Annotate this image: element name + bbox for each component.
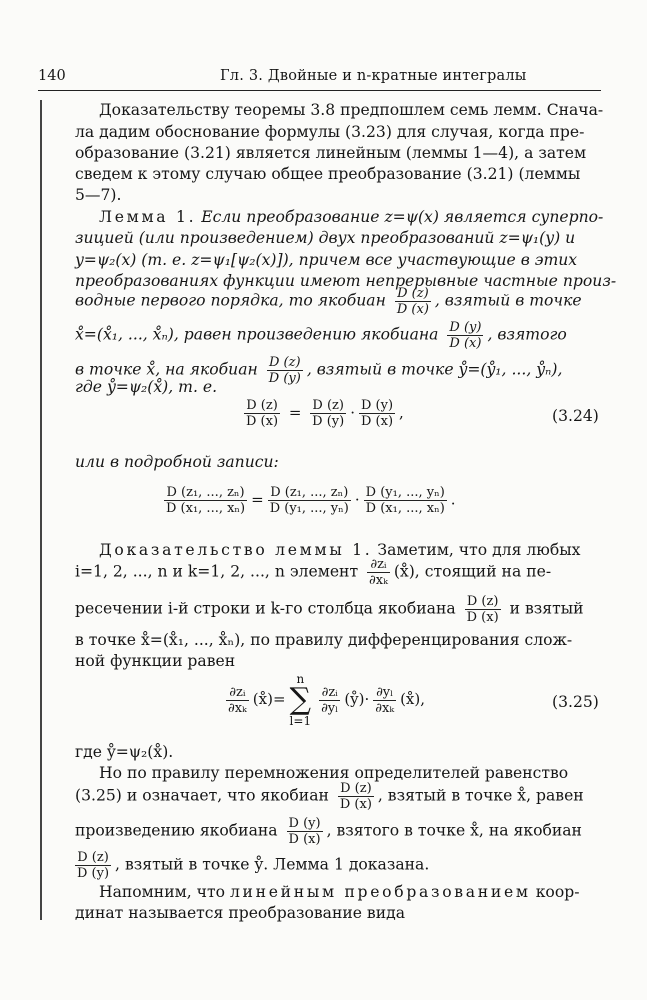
proof-line-8: произведению якобиана $\frac{D (y)}{D (x)}$ , взятого в точке x̊, на якобиан bbox=[75, 816, 582, 847]
last-line-1: Напомним, что линейным преобразованием коор- bbox=[99, 883, 580, 901]
proof-line-1: Доказательство леммы 1. Заметим, что для любых bbox=[99, 541, 581, 559]
lemma1-text-7a: в точке x̊, на якобиан bbox=[75, 360, 258, 379]
frac-dz-dx: $\frac{D (z)}{D (x)}$ bbox=[396, 286, 429, 317]
proof-line-3: ресечении i-й строки и k-го столбца якобиана $\frac{D (z)}{D (x)}$ и взятый bbox=[75, 594, 584, 625]
or-detail-line: или в подробной записи: bbox=[75, 453, 279, 471]
frac-dy-dx: $\frac{D (y)}{D (x)}$ bbox=[449, 320, 482, 351]
lemma1-text-1: Если преобразование z=ψ(x) является суперпо- bbox=[201, 208, 604, 226]
p1-line-5: 5—7). bbox=[75, 186, 122, 204]
frac-dz-dy: $\frac{D (z)}{D (y)}$ bbox=[268, 355, 301, 386]
proof-label: Доказательство леммы 1. bbox=[99, 541, 373, 559]
eq-tag-3-24: (3.24) bbox=[552, 407, 599, 425]
eq-tag-3-25: (3.25) bbox=[552, 693, 599, 711]
lemma1-line-6 bbox=[75, 320, 567, 351]
lemma1-text-7b: , взятый в точке ẙ=(ẙ₁, ..., ẙₙ), bbox=[306, 360, 563, 379]
term-linear-transformation: линейным преобразованием bbox=[229, 883, 531, 901]
p1-line-3: образование (3.21) является линейным (леммы 1—4), а затем bbox=[75, 144, 587, 162]
scan-margin-line bbox=[40, 100, 42, 920]
proof-line-5: ной функции равен bbox=[75, 652, 236, 670]
lemma1-text-5b: , взятый в точке bbox=[434, 291, 582, 310]
lemma1-label: Лемма 1. bbox=[99, 208, 197, 226]
p1-line-1: Доказательству теоремы 3.8 предпошлем семь лемм. Снача- bbox=[99, 101, 604, 119]
header-rule bbox=[38, 90, 601, 91]
lemma1-line-2: зицией (или произведением) двух преобразований z=ψ₁(y) и bbox=[75, 229, 576, 247]
lemma1-text-6a: x̊=(x̊₁, ..., x̊ₙ), равен произведению якобиана bbox=[75, 325, 439, 344]
proof-where: где ẙ=ψ₂(x̊). bbox=[75, 743, 174, 761]
equation-expanded: $\frac{\text{D (z₁, ..., zₙ)}}{\text{D (x₁, ..., xₙ)}}$ = $\frac{\text{D (z₁, ..., zₙ)}}{\text{D (y₁, ..., yₙ)}}$ · $\frac{\text{D (y₁, ..., yₙ)}}{\text{D (x₁, ..., xₙ)}}$ . bbox=[166, 485, 456, 516]
proof-line-6: Но по правилу перемножения определителей равенство bbox=[99, 764, 569, 782]
lemma1-line-4: преобразованиях функции имеют непрерывные частные произ- bbox=[75, 272, 617, 290]
equation-3-24: $\frac{D (z)}{D (x)}$ = $\frac{D (z)}{D (y)}$ · $\frac{D (y)}{D (x)}$ , bbox=[246, 398, 404, 429]
lemma1-text-6b: , взятого bbox=[487, 325, 567, 344]
lemma1-line-1 bbox=[99, 207, 603, 227]
p1-line-2: ла дадим обоснование формулы (3.23) для случая, когда пре- bbox=[75, 123, 585, 141]
running-title: Гл. 3. Двойные и n-кратные интегралы bbox=[220, 68, 527, 84]
equation-3-25: $\frac{\text{∂zᵢ}}{\text{∂xₖ}}$ (x̊)=n ∑ l=1 $\frac{\text{∂zᵢ}}{\text{∂yₗ}}$ (ẙ)· $\frac{\text{∂yₗ}}{\text{∂xₖ}}$ (x̊), bbox=[228, 672, 426, 728]
page-header bbox=[0, 68, 647, 92]
sum-symbol: n ∑ l=1 bbox=[289, 672, 312, 728]
proof-line-4: в точке x̊=(x̊₁, ..., x̊ₙ), по правилу дифференцирования слож- bbox=[75, 631, 573, 649]
page-number: 140 bbox=[38, 68, 66, 84]
p1-line-4: сведем к этому случаю общее преобразование (3.21) (леммы bbox=[75, 165, 581, 183]
lemma1-line-5 bbox=[75, 286, 582, 317]
proof-line-7: (3.25) и означает, что якобиан $\frac{D (z)}{D (x)}$ , взятый в точке x̊, равен bbox=[75, 781, 584, 812]
proof-line-2: i=1, 2, ..., n и k=1, 2, ..., n элемент $\frac{\text{∂zᵢ}}{\text{∂xₖ}}$ (x̊), стоящий на пе- bbox=[75, 557, 552, 588]
lemma1-line-3: y=ψ₂(x) (т. е. z=ψ₁[ψ₂(x)]), причем все участвующие в этих bbox=[75, 251, 578, 269]
lemma1-line-8: где ẙ=ψ₂(x̊), т. е. bbox=[75, 378, 218, 396]
proof-line-9: $\frac{D (z)}{D (y)}$ , взятый в точке ẙ. Лемма 1 доказана. bbox=[77, 850, 430, 881]
lemma1-text-5a: водные первого порядка, то якобиан bbox=[75, 291, 386, 310]
frac-dzi-dxk: $\frac{\text{∂zᵢ}}{\text{∂xₖ}}$ bbox=[369, 557, 388, 588]
last-line-2: динат называется преобразование вида bbox=[75, 904, 406, 922]
